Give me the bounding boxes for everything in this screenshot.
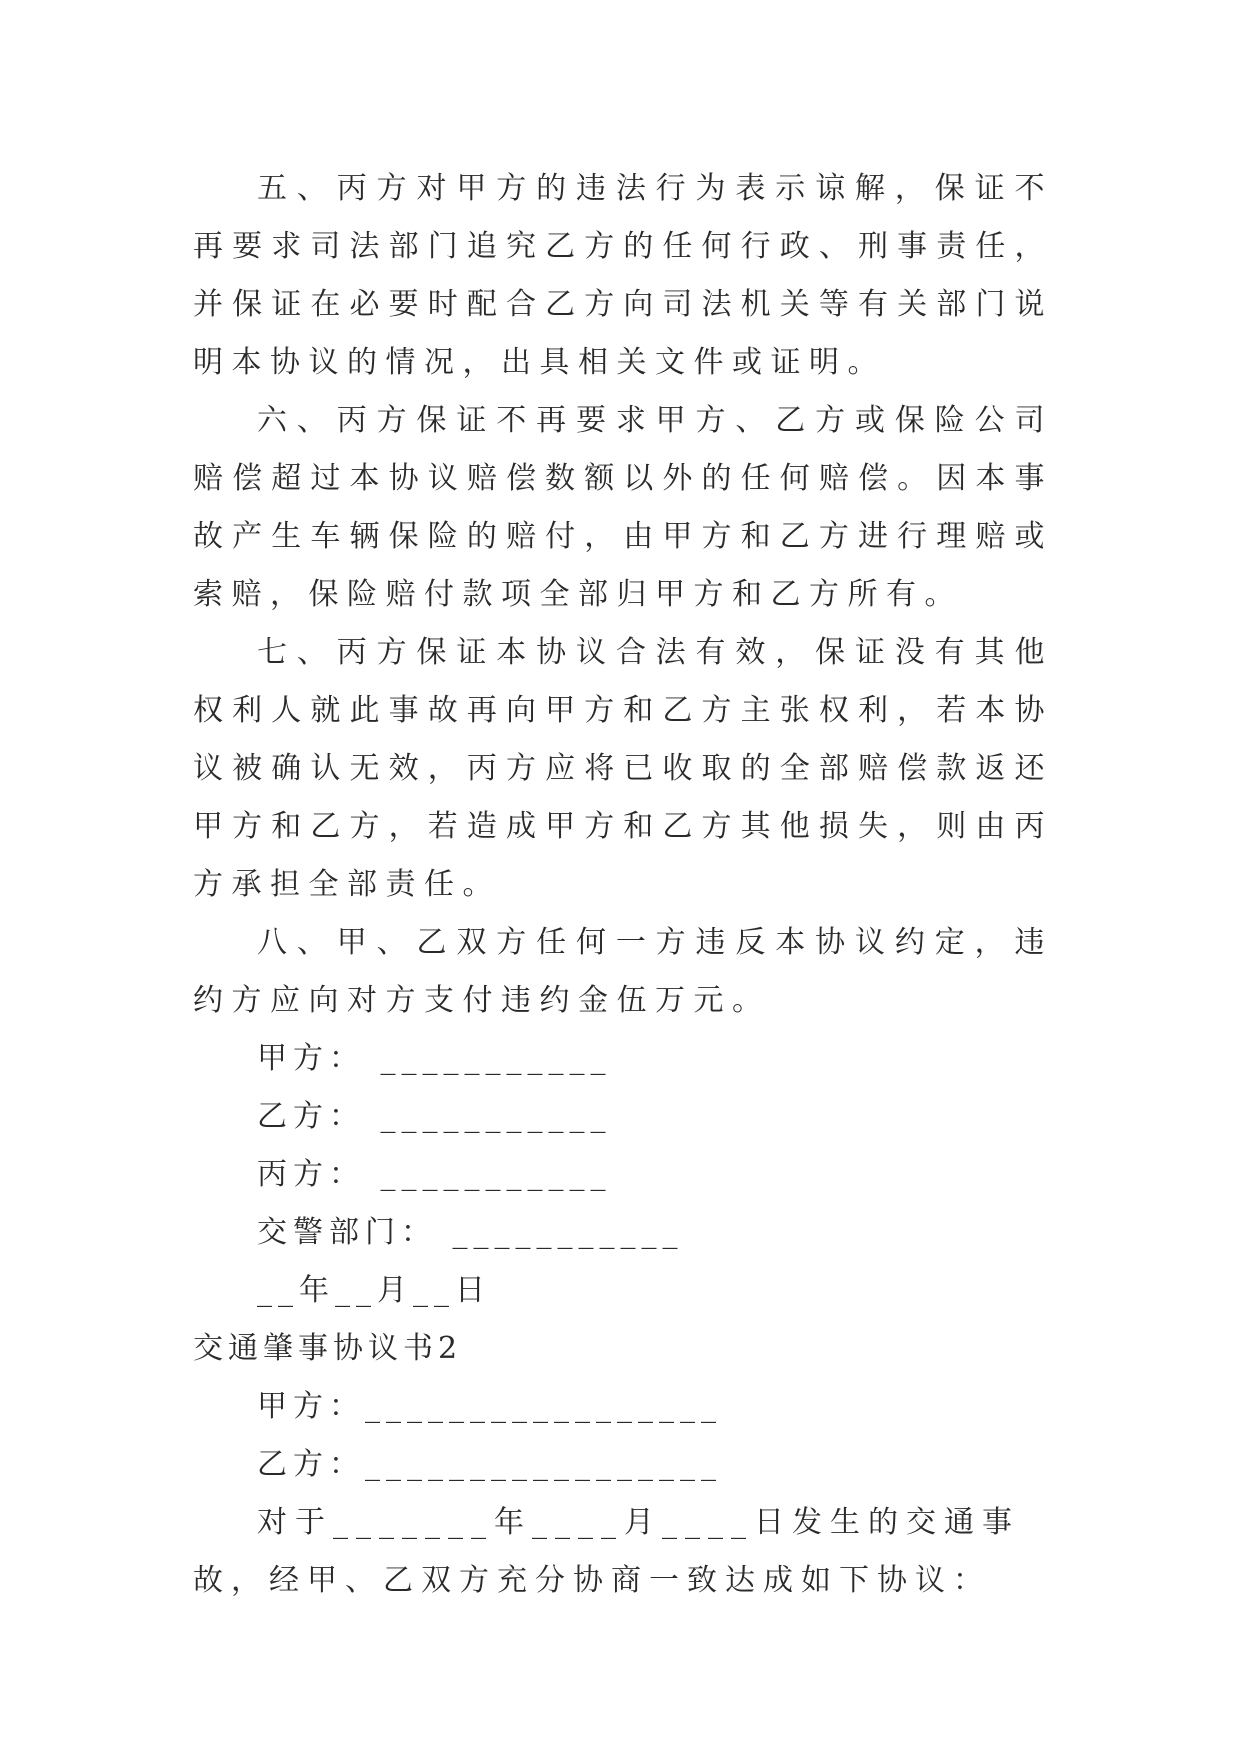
signature-party-a: 甲方： ___________ <box>257 1041 612 1076</box>
signature-party-b: 乙方： ___________ <box>257 1099 612 1134</box>
clause-5: 五、丙方对甲方的违法行为表示谅解，保证不再要求司法部门追究乙方的任何行政、刑事责任，并保证在必要时配合乙方向司法机关等有关部门说明本协议的情况，出具相关文件或证明。 <box>193 171 1053 380</box>
clause-6: 六、丙方保证不再要求甲方、乙方或保险公司赔偿超过本协议赔偿数额以外的任何赔偿。因本事故产生车辆保险的赔付，由甲方和乙方进行理赔或索赔，保险赔付款项全部归甲方和乙方所有。 <box>193 403 1053 612</box>
party-a-line: 甲方：_________________ <box>257 1389 722 1424</box>
party-b-line: 乙方：_________________ <box>257 1447 722 1482</box>
signature-traffic-police: 交警部门： ___________ <box>257 1215 684 1250</box>
clause-7: 七、丙方保证本协议合法有效，保证没有其他权利人就此事故再向甲方和乙方主张权利，若本协议被确认无效，丙方应将已收取的全部赔偿款返还甲方和乙方，若造成甲方和乙方其他损失，则由丙方承担全部责任。 <box>193 635 1053 902</box>
document-body <box>193 160 1053 1610</box>
date-line: __年__月__日 <box>257 1273 491 1308</box>
closing-paragraph: 对于_______年____月____日发生的交通事故，经甲、乙双方充分协商一致达成如下协议： <box>193 1505 1020 1598</box>
clause-8: 八、甲、乙双方任何一方违反本协议约定，违约方应向对方支付违约金伍万元。 <box>193 925 1053 1018</box>
signature-party-c: 丙方： ___________ <box>257 1157 612 1192</box>
section-title: 交通肇事协议书2 <box>193 1331 463 1366</box>
